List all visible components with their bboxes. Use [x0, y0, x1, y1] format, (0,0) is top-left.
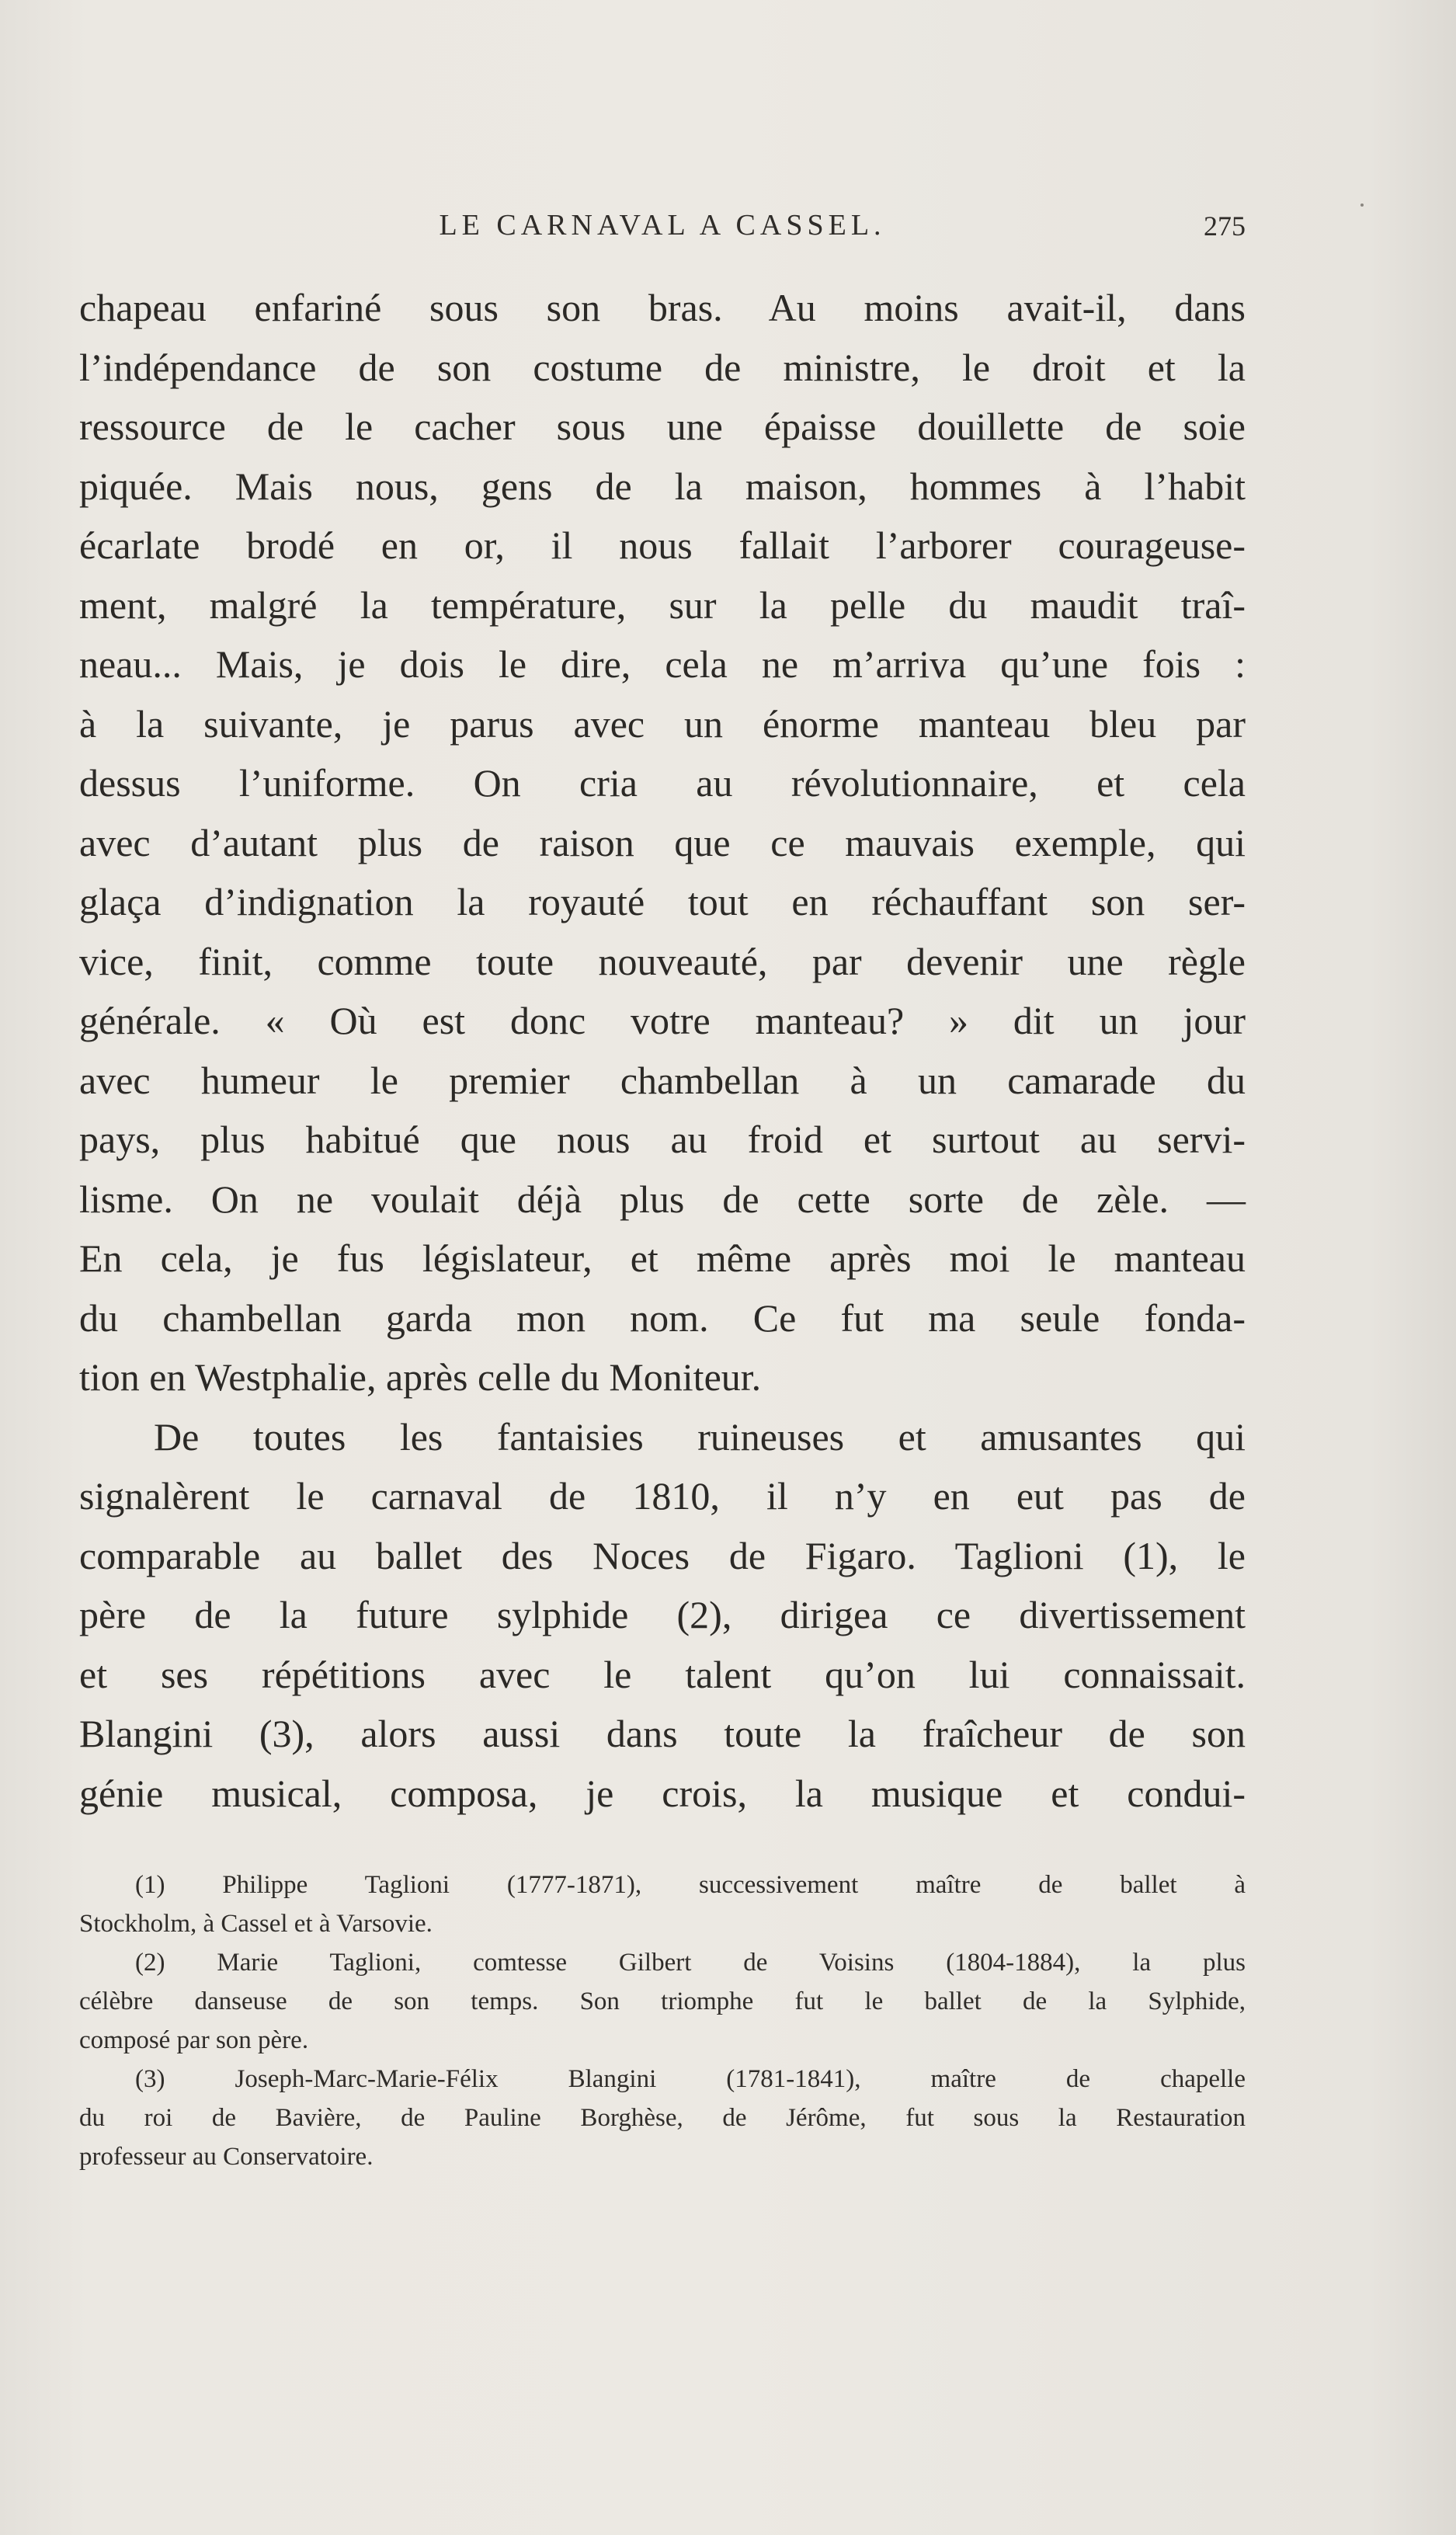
text-line: dessus l’uniforme. On cria au révolutionnaire, et cela — [79, 761, 1246, 805]
text-line: neau... Mais, je dois le dire, cela ne m’arriva qu’une fois : — [79, 642, 1246, 686]
footnote-line: du roi de Bavière, de Pauline Borghèse, de Jérôme, fut sous la Restauration — [79, 2104, 1246, 2132]
body-text — [79, 278, 1246, 1823]
text-line: avec humeur le premier chambellan à un camarade du — [79, 1058, 1246, 1102]
footnote-line: (1) Philippe Taglioni (1777-1871), successivement maître de ballet à — [135, 1871, 1246, 1899]
footnote-line: célèbre danseuse de son temps. Son triomphe fut le ballet de la Sylphide, — [79, 1987, 1246, 2015]
text-line: chapeau enfariné sous son bras. Au moins avait-il, dans — [79, 286, 1246, 329]
text-line: du chambellan garda mon nom. Ce fut ma seule fonda- — [79, 1295, 1246, 1340]
text-line: piquée. Mais nous, gens de la maison, hommes à l’habit — [79, 464, 1246, 508]
text-line: génie musical, composa, je crois, la musique et condui- — [79, 1771, 1246, 1815]
text-line: l’indépendance de son costume de ministre, le droit et la — [79, 345, 1246, 389]
text-line: ressource de le cacher sous une épaisse douillette de soie — [79, 405, 1246, 448]
text-line: Blangini (3), alors aussi dans toute la fraîcheur de son — [79, 1712, 1246, 1755]
text-line: avec d’autant plus de raison que ce mauvais exemple, qui — [79, 820, 1246, 864]
page-header — [79, 208, 1246, 255]
text-line: De toutes les fantaisies ruineuses et amusantes qui — [154, 1414, 1246, 1459]
footnotes — [79, 1866, 1246, 2176]
footnote-line: (3) Joseph-Marc-Marie-Félix Blangini (1781-1841), maître de chapelle — [135, 2065, 1246, 2093]
text-line: générale. « Où est donc votre manteau? » dit un jour — [79, 999, 1246, 1042]
footnote-line: composé par son père. — [79, 2026, 309, 2054]
footnote-line: professeur au Conservatoire. — [79, 2143, 374, 2171]
footnote-line: Stockholm, à Cassel et à Varsovie. — [79, 1910, 433, 1938]
page-number: 275 — [1204, 210, 1246, 242]
text-line: et ses répétitions avec le talent qu’on lui connaissait. — [79, 1652, 1246, 1696]
text-line: tion en Westphalie, après celle du Moniteur. — [79, 1355, 762, 1399]
text-line: à la suivante, je parus avec un énorme manteau bleu par — [79, 701, 1246, 746]
text-line: pays, plus habitué que nous au froid et surtout au servi- — [79, 1118, 1246, 1161]
text-line: glaça d’indignation la royauté tout en réchauffant son ser- — [79, 880, 1246, 923]
text-line: signalèrent le carnaval de 1810, il n’y en eut pas de — [79, 1474, 1246, 1518]
text-line: père de la future sylphide (2), dirigea ce divertissement — [79, 1593, 1246, 1636]
paper-speck — [1360, 203, 1364, 207]
running-title: LE CARNAVAL A CASSEL. — [439, 209, 886, 242]
text-line: ment, malgré la température, sur la pelle du maudit traî- — [79, 582, 1246, 627]
text-line: En cela, je fus législateur, et même après moi le manteau — [79, 1236, 1246, 1280]
footnote-line: (2) Marie Taglioni, comtesse Gilbert de Voisins (1804-1884), la plus — [135, 1949, 1246, 1977]
text-line: vice, finit, comme toute nouveauté, par devenir une règle — [79, 939, 1246, 983]
text-line: comparable au ballet des Noces de Figaro. Taglioni (1), le — [79, 1533, 1246, 1577]
text-line: écarlate brodé en or, il nous fallait l’arborer courageuse- — [79, 523, 1246, 567]
text-line: lisme. On ne voulait déjà plus de cette sorte de zèle. — — [79, 1177, 1246, 1221]
